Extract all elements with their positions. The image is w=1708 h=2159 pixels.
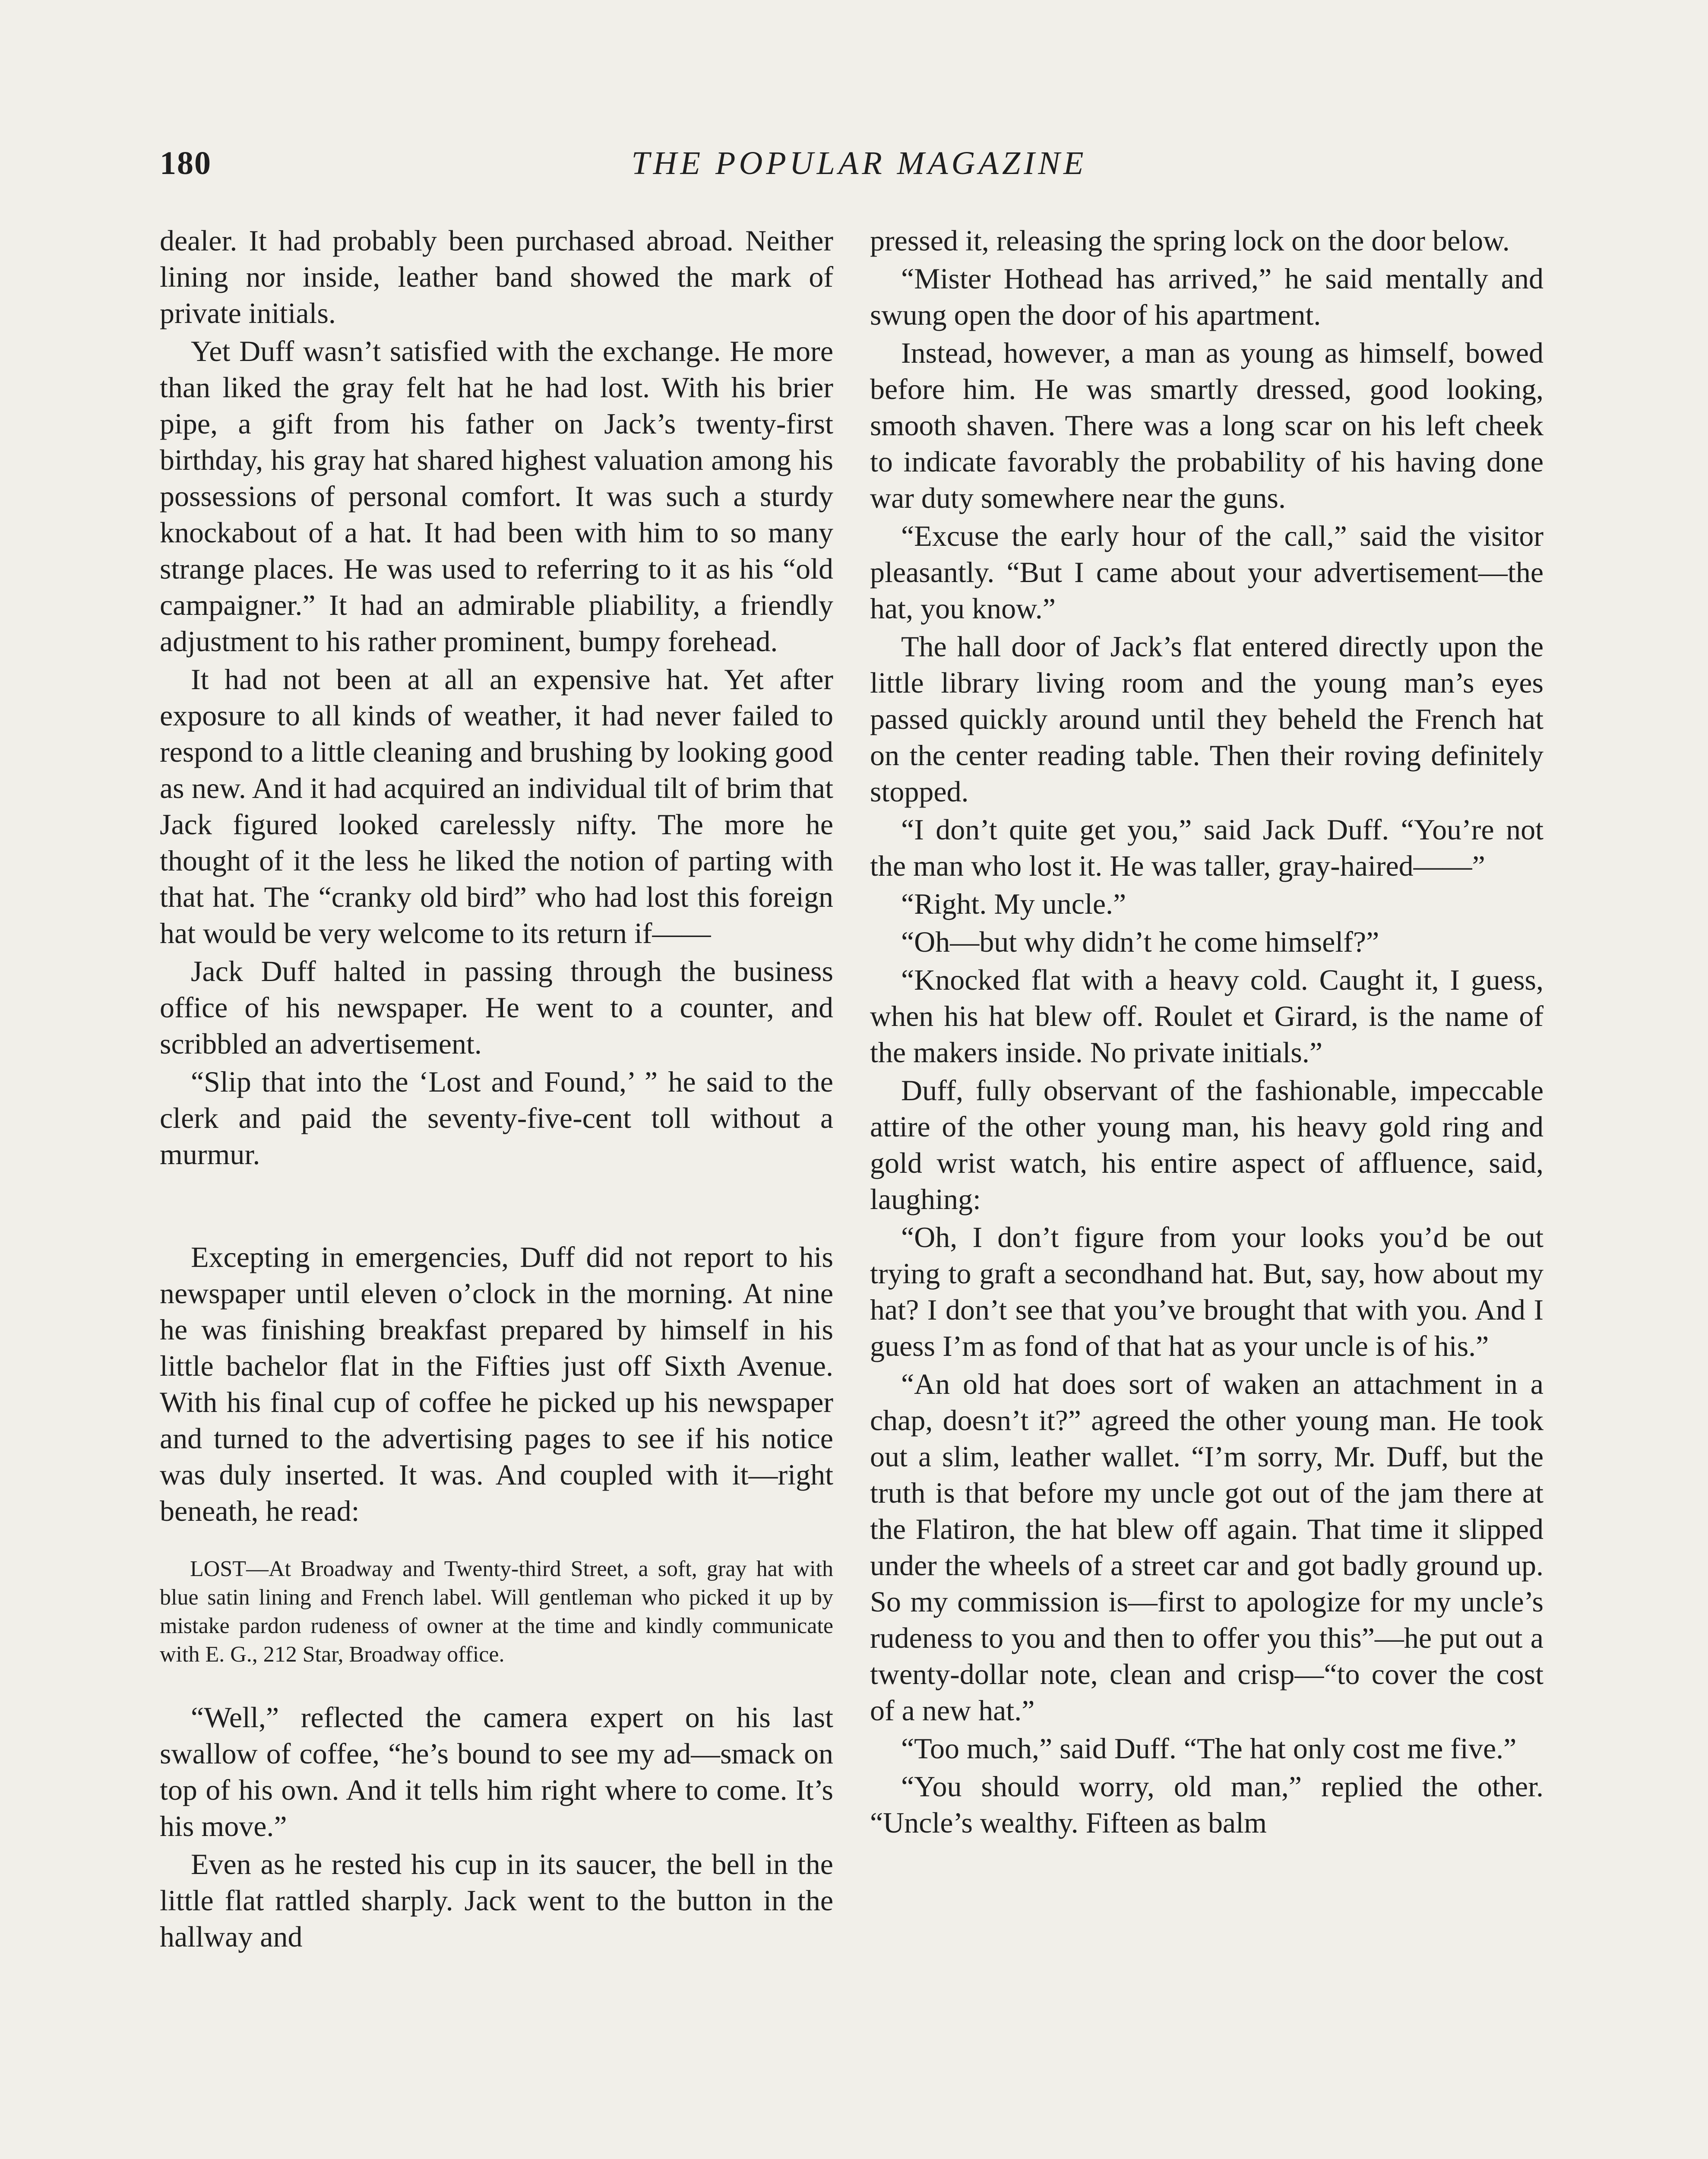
advertisement-block: [160, 1555, 833, 1669]
paragraph: “An old hat does sort of waken an attachment in a chap, doesn’t it?” agreed the other young man. He took out a slim, leather wallet. “I’m sorry, Mr. Duff, but the truth is that before my uncle got out of the jam there at the Flatiron, the hat blew off again. That time it slipped under the wheels of a street car and got badly ground up. So my commission is—first to apologize for my uncle’s rudeness to you and then to offer you this”—he put out a twenty-dollar note, clean and crisp—“to cover the cost of a new hat.”: [870, 1368, 1544, 1727]
page-header: [160, 145, 1559, 196]
paragraph: It had not been at all an expensive hat. Yet after exposure to all kinds of weather, it had never failed to respond to a little cleaning and brushing by looking good as new. And it had acquired an individual tilt of brim that Jack figured looked carelessly nifty. The more he thought of it the less he liked the notion of parting with that hat. The “cranky old bird” who had lost this foreign hat would be very welcome to its return if——: [160, 663, 833, 950]
paragraph: “You should worry, old man,” replied the other. “Uncle’s wealthy. Fifteen as balm: [870, 1770, 1544, 1839]
paragraph: “Mister Hothead has arrived,” he said mentally and swung open the door of his apartment.: [870, 262, 1544, 331]
paragraph: “Oh—but why didn’t he come himself?”: [901, 925, 1379, 958]
paragraph: “Knocked flat with a heavy cold. Caught it, I guess, when his hat blew off. Roulet et Girard, is the name of the makers inside. No private initials.”: [870, 963, 1544, 1069]
running-title: THE POPULAR MAGAZINE: [631, 145, 1087, 181]
right-column: [870, 222, 1544, 2159]
paragraph: pressed it, releasing the spring lock on the door below.: [870, 224, 1510, 257]
paragraph: Jack Duff halted in passing through the business office of his newspaper. He went to a counter, and scribbled an advertisement.: [160, 955, 833, 1060]
paragraph: Yet Duff wasn’t satisfied with the exchange. He more than liked the gray felt hat he had lost. With his brier pipe, a gift from his father on Jack’s twenty-first birthday, his gray hat shared highest valuation among his possessions of personal comfort. It was such a sturdy knockabout of a hat. It had been with him to so many strange places. He was used to referring to it as his “old campaigner.” It had an admirable pliability, a friendly adjustment to his rather prominent, bumpy forehead.: [160, 335, 833, 658]
paragraph: “Too much,” said Duff. “The hat only cost me five.”: [901, 1732, 1517, 1765]
paragraph: Duff, fully observant of the fashionable, impeccable attire of the other young man, his heavy gold ring and gold wrist watch, his entire aspect of affluence, said, laughing:: [870, 1074, 1544, 1216]
paragraph: “Excuse the early hour of the call,” said the visitor pleasantly. “But I came about your advertisement—the hat, you know.”: [870, 519, 1544, 625]
paragraph: “Oh, I don’t figure from your looks you’d be out trying to graft a secondhand hat. But, say, how about my hat? I don’t see that you’ve brought that with you. And I guess I’m as fond of that hat as your uncle is of his.”: [870, 1221, 1544, 1362]
page-number: 180: [160, 145, 212, 181]
paragraph: dealer. It had probably been purchased abroad. Neither lining nor inside, leather band showed the mark of private initials.: [160, 224, 833, 329]
paragraph: “Right. My uncle.”: [901, 887, 1126, 920]
paragraph: “Slip that into the ‘Lost and Found,’ ” he said to the clerk and paid the seventy-five-cent toll without a murmur.: [160, 1065, 833, 1171]
left-column: [160, 222, 833, 2159]
paragraph: “Well,” reflected the camera expert on his last swallow of coffee, “he’s bound to see my ad—smack on top of his own. And it tells him right where to come. It’s his move.”: [160, 1701, 833, 1842]
paragraph: Even as he rested his cup in its saucer, the bell in the little flat rattled sharply. Jack went to the button in the hallway and: [160, 1848, 833, 1953]
advertisement-text: LOST—At Broadway and Twenty-third Street, a soft, gray hat with blue satin lining and French label. Will gentleman who picked it up by mistake pardon rudeness of owner at the time and kindly communicate with E. G., 212 Star, Broadway office.: [160, 1557, 833, 1667]
paragraph: “I don’t quite get you,” said Jack Duff. “You’re not the man who lost it. He was taller, gray-haired——”: [870, 813, 1544, 882]
paragraph: Instead, however, a man as young as himself, bowed before him. He was smartly dressed, good looking, smooth shaven. There was a long scar on his left cheek to indicate favorably the probability of his having done war duty somewhere near the guns.: [870, 336, 1544, 514]
section-break: [160, 1174, 833, 1239]
paragraph: The hall door of Jack’s flat entered directly upon the little library living room and the young man’s eyes passed quickly around until they beheld the French hat on the center reading table. Then their roving definitely stopped.: [870, 630, 1544, 808]
paragraph: Excepting in emergencies, Duff did not report to his newspaper until eleven o’clock in the morning. At nine he was finishing breakfast prepared by himself in his little bachelor flat in the Fifties just off Sixth Avenue. With his final cup of coffee he picked up his newspaper and turned to the advertising pages to see if his notice was duly inserted. It was. And coupled with it—right beneath, he read:: [160, 1241, 833, 1527]
